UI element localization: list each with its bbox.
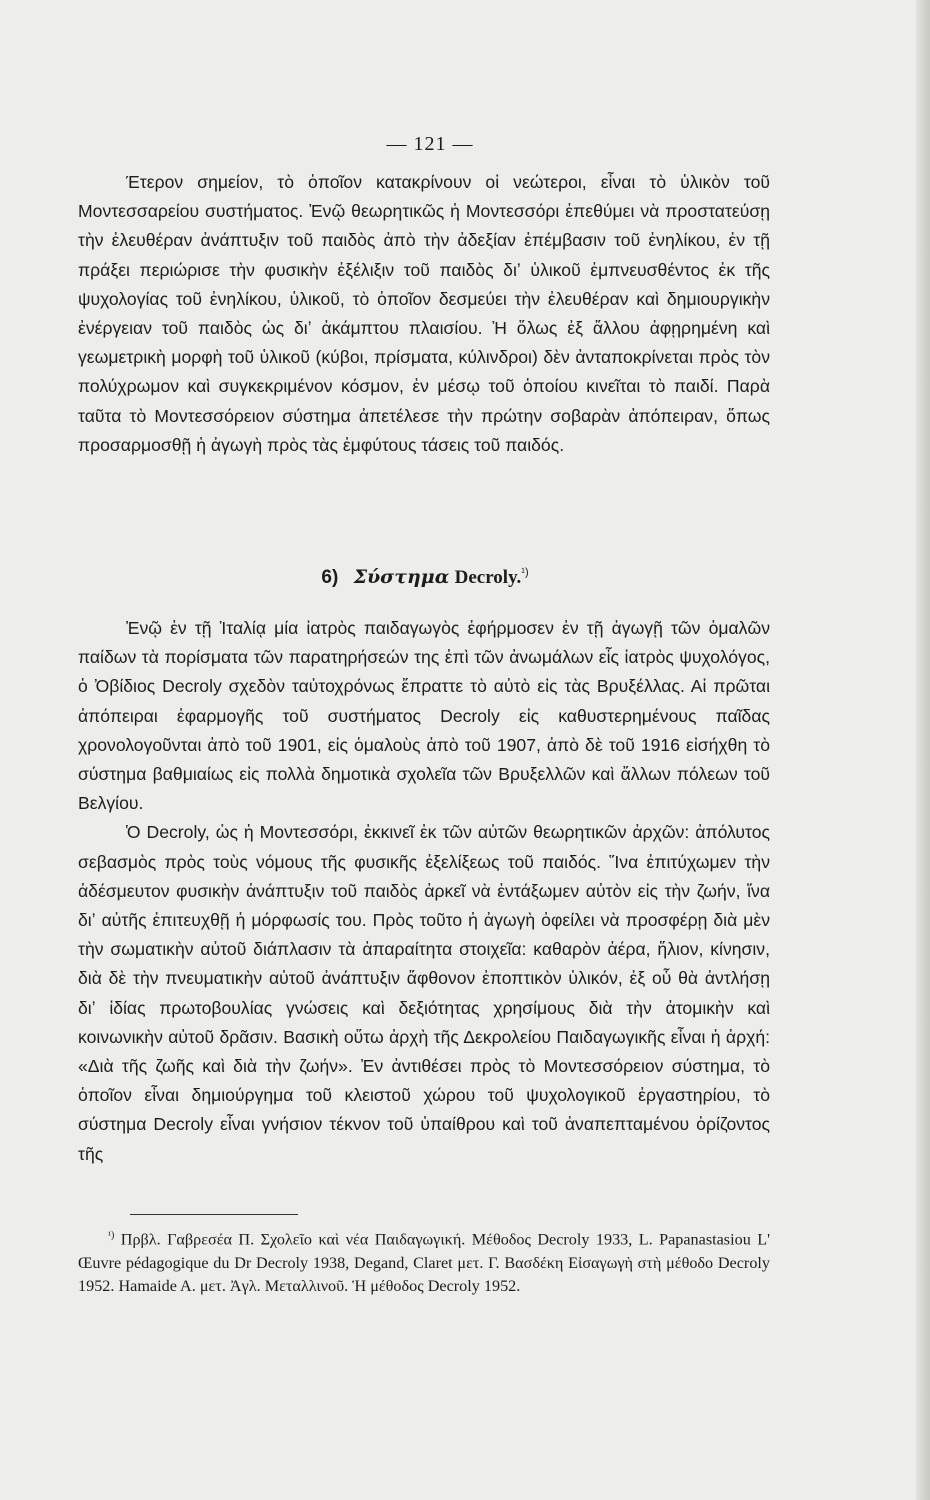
section-paragraph-1: Ἐνῷ ἐν τῇ Ἰταλίᾳ μία ἰατρὸς παιδαγωγὸς ἐφήρμοσεν ἐν τῇ ἀγωγῇ τῶν ὁμαλῶν παίδων τὰ πορίσματα τῶν παρατηρήσεών της ἐπὶ τῶν ἀνωμάλων εἷς ἰατρὸς ψυχολόγος, ὁ Ὀβίδιος Decroly σχεδὸν ταὐτοχρόνως ἔπραττε τὸ αὐτὸ εἰς τὰς Βρυξέλλας. Αἱ πρῶται ἀπόπειραι ἐφαρμογῆς τοῦ συστήματος Decroly εἰς καθυστερημένους παῖδας χρονολογοῦνται ἀπὸ τοῦ 1901, εἰς ὁμαλοὺς ἀπὸ τοῦ 1907, ἀπὸ δὲ τοῦ 1916 εἰσήχθη τὸ σύστημα βαθμιαίως εἰς πολλὰ δημοτικὰ σχολεῖα τῶν Βρυξελλῶν καὶ ἄλλων πόλεων τοῦ Βελγίου. xyxy=(78,618,770,814)
section-number: 6) xyxy=(321,567,339,588)
section-text-block xyxy=(78,614,770,1169)
footnote-text: Πρβλ. Γαβρεσέα Π. Σχολεῖο καὶ νέα Παιδαγωγική. Μέθοδος Decroly 1933, L. Papanastasiou L' Œuvre pédagogique du Dr Decroly 1938, Degand, Claret μετ. Γ. Βασδέκη Εἰσαγωγὴ στὴ μέθοδο Decroly 1952. Hamaide A. μετ. Ἀγλ. Μεταλλινοῦ. Ἡ μέθοδος Decroly 1952. xyxy=(78,1230,771,1296)
section-footnote-ref[interactable]: ¹) xyxy=(521,566,529,579)
scan-page-edge xyxy=(916,0,930,1500)
page-number: — 121 — xyxy=(386,133,474,155)
section-heading xyxy=(0,566,850,589)
footnote-1 xyxy=(78,1224,770,1299)
section-title-latin: Decroly. xyxy=(454,567,522,588)
intro-text-block xyxy=(78,168,770,460)
footnote-marker: ¹) xyxy=(108,1230,115,1241)
footnote-divider xyxy=(130,1214,298,1215)
intro-paragraph: Έτερον σημείον, τὸ ὁποῖον κατακρίνουν οἱ νεώτεροι, εἶναι τὸ ὑλικὸν τοῦ Μοντεσσαρείου συστήματος. Ἐνῷ θεωρητικῶς ἡ Μοντεσσόρι ἐπεθύμει νὰ προστατεύσῃ τὴν ἐλευθέραν ἀνάπτυξιν τοῦ παιδὸς ἀπὸ τὴν ἀδεξίαν ἐπέμβασιν τοῦ ἐνηλίκου, ἐν τῇ πράξει περιώρισε τὴν φυσικὴν ἐξέλιξιν τοῦ παιδὸς διʼ ὑλικοῦ ἐμπνευσθέντος ἐκ τῆς ψυχολογίας τοῦ ἐνηλίκου, ὑλικοῦ, τὸ ὁποῖον δεσμεύει τὴν ἐλευθέραν καὶ δημιουργικὴν ἐνέργειαν τοῦ παιδὸς ὡς διʼ ἀκάμπτου πλαισίου. Ἡ ὅλως ἐξ ἄλλου ἀφῃρημένη καὶ γεωμετρικὴ μορφὴ τοῦ ὑλικοῦ (κύβοι, πρίσματα, κύλινδροι) δὲν ἀνταποκρίνεται πρὸς τὸν πολύχρωμον καὶ συγκεκριμένον κόσμον, ἐν μέσῳ τοῦ ὁποίου κινεῖται τὸ παιδί. Παρὰ ταῦτα τὸ Μοντεσσόρειον σύστημα ἀπετέλεσε τὴν πρώτην σοβαρὰν ἀπόπειραν, ὅπως προσαρμοσθῇ ἡ ἀγωγὴ πρὸς τὰς ἐμφύτους τάσεις τοῦ παιδός. xyxy=(78,172,770,455)
footnotes-block xyxy=(78,1224,770,1299)
section-paragraph-2: Ὁ Decroly, ὡς ἡ Μοντεσσόρι, ἐκκινεῖ ἐκ τῶν αὐτῶν θεωρητικῶν ἀρχῶν: ἀπόλυτος σεβασμὸς πρὸς τοὺς νόμους τῆς φυσικῆς ἐξελίξεως τοῦ παιδός. Ἵνα ἐπιτύχωμεν τὴν ἀδέσμευτον φυσικὴν ἀνάπτυξιν τοῦ παιδὸς ἀρκεῖ νὰ ἐντάξωμεν αὐτὸν εἰς τὴν ζωήν, ἵνα διʼ αὐτῆς ἐπιτευχθῇ ἡ μόρφωσίς του. Πρὸς τοῦτο ἡ ἀγωγὴ ὀφείλει νὰ προσφέρῃ διὰ μὲν τὴν σωματικὴν αὐτοῦ διάπλασιν τὰ ἀπαραίτητα στοιχεῖα: καθαρὸν ἀέρα, ἥλιον, κίνησιν, διὰ δὲ τὴν πνευματικὴν αὐτοῦ ἀνάπτυξιν ἄφθονον ἐποπτικὸν ὑλικόν, ἐξ οὗ θὰ ἀντλήσῃ διʼ ἰδίας πρωτοβουλίας γνώσεις καὶ δεξιότητας χρησίμους διὰ τὴν ἀτομικὴν καὶ κοινωνικὴν αὐτοῦ δρᾶσιν. Βασικὴ οὕτω ἀρχὴ τῆς Δεκρολείου Παιδαγωγικῆς εἶναι ἡ ἀρχή: «Διὰ τῆς ζωῆς καὶ διὰ τὴν ζωήν». Ἐν ἀντιθέσει πρὸς τὸ Μοντεσσόρειον σύστημα, τὸ ὁποῖον εἶναι δημιούργημα τοῦ κλειστοῦ χώρου τοῦ ψυχολογικοῦ ἐργαστηρίου, τὸ σύστημα Decroly εἶναι γνήσιον τέκνον τοῦ ὑπαίθρου καὶ τοῦ ἀναπεπταμένου ὁρίζοντος τῆς xyxy=(78,822,770,1164)
section-title-greek: Σύστημα xyxy=(353,566,450,588)
